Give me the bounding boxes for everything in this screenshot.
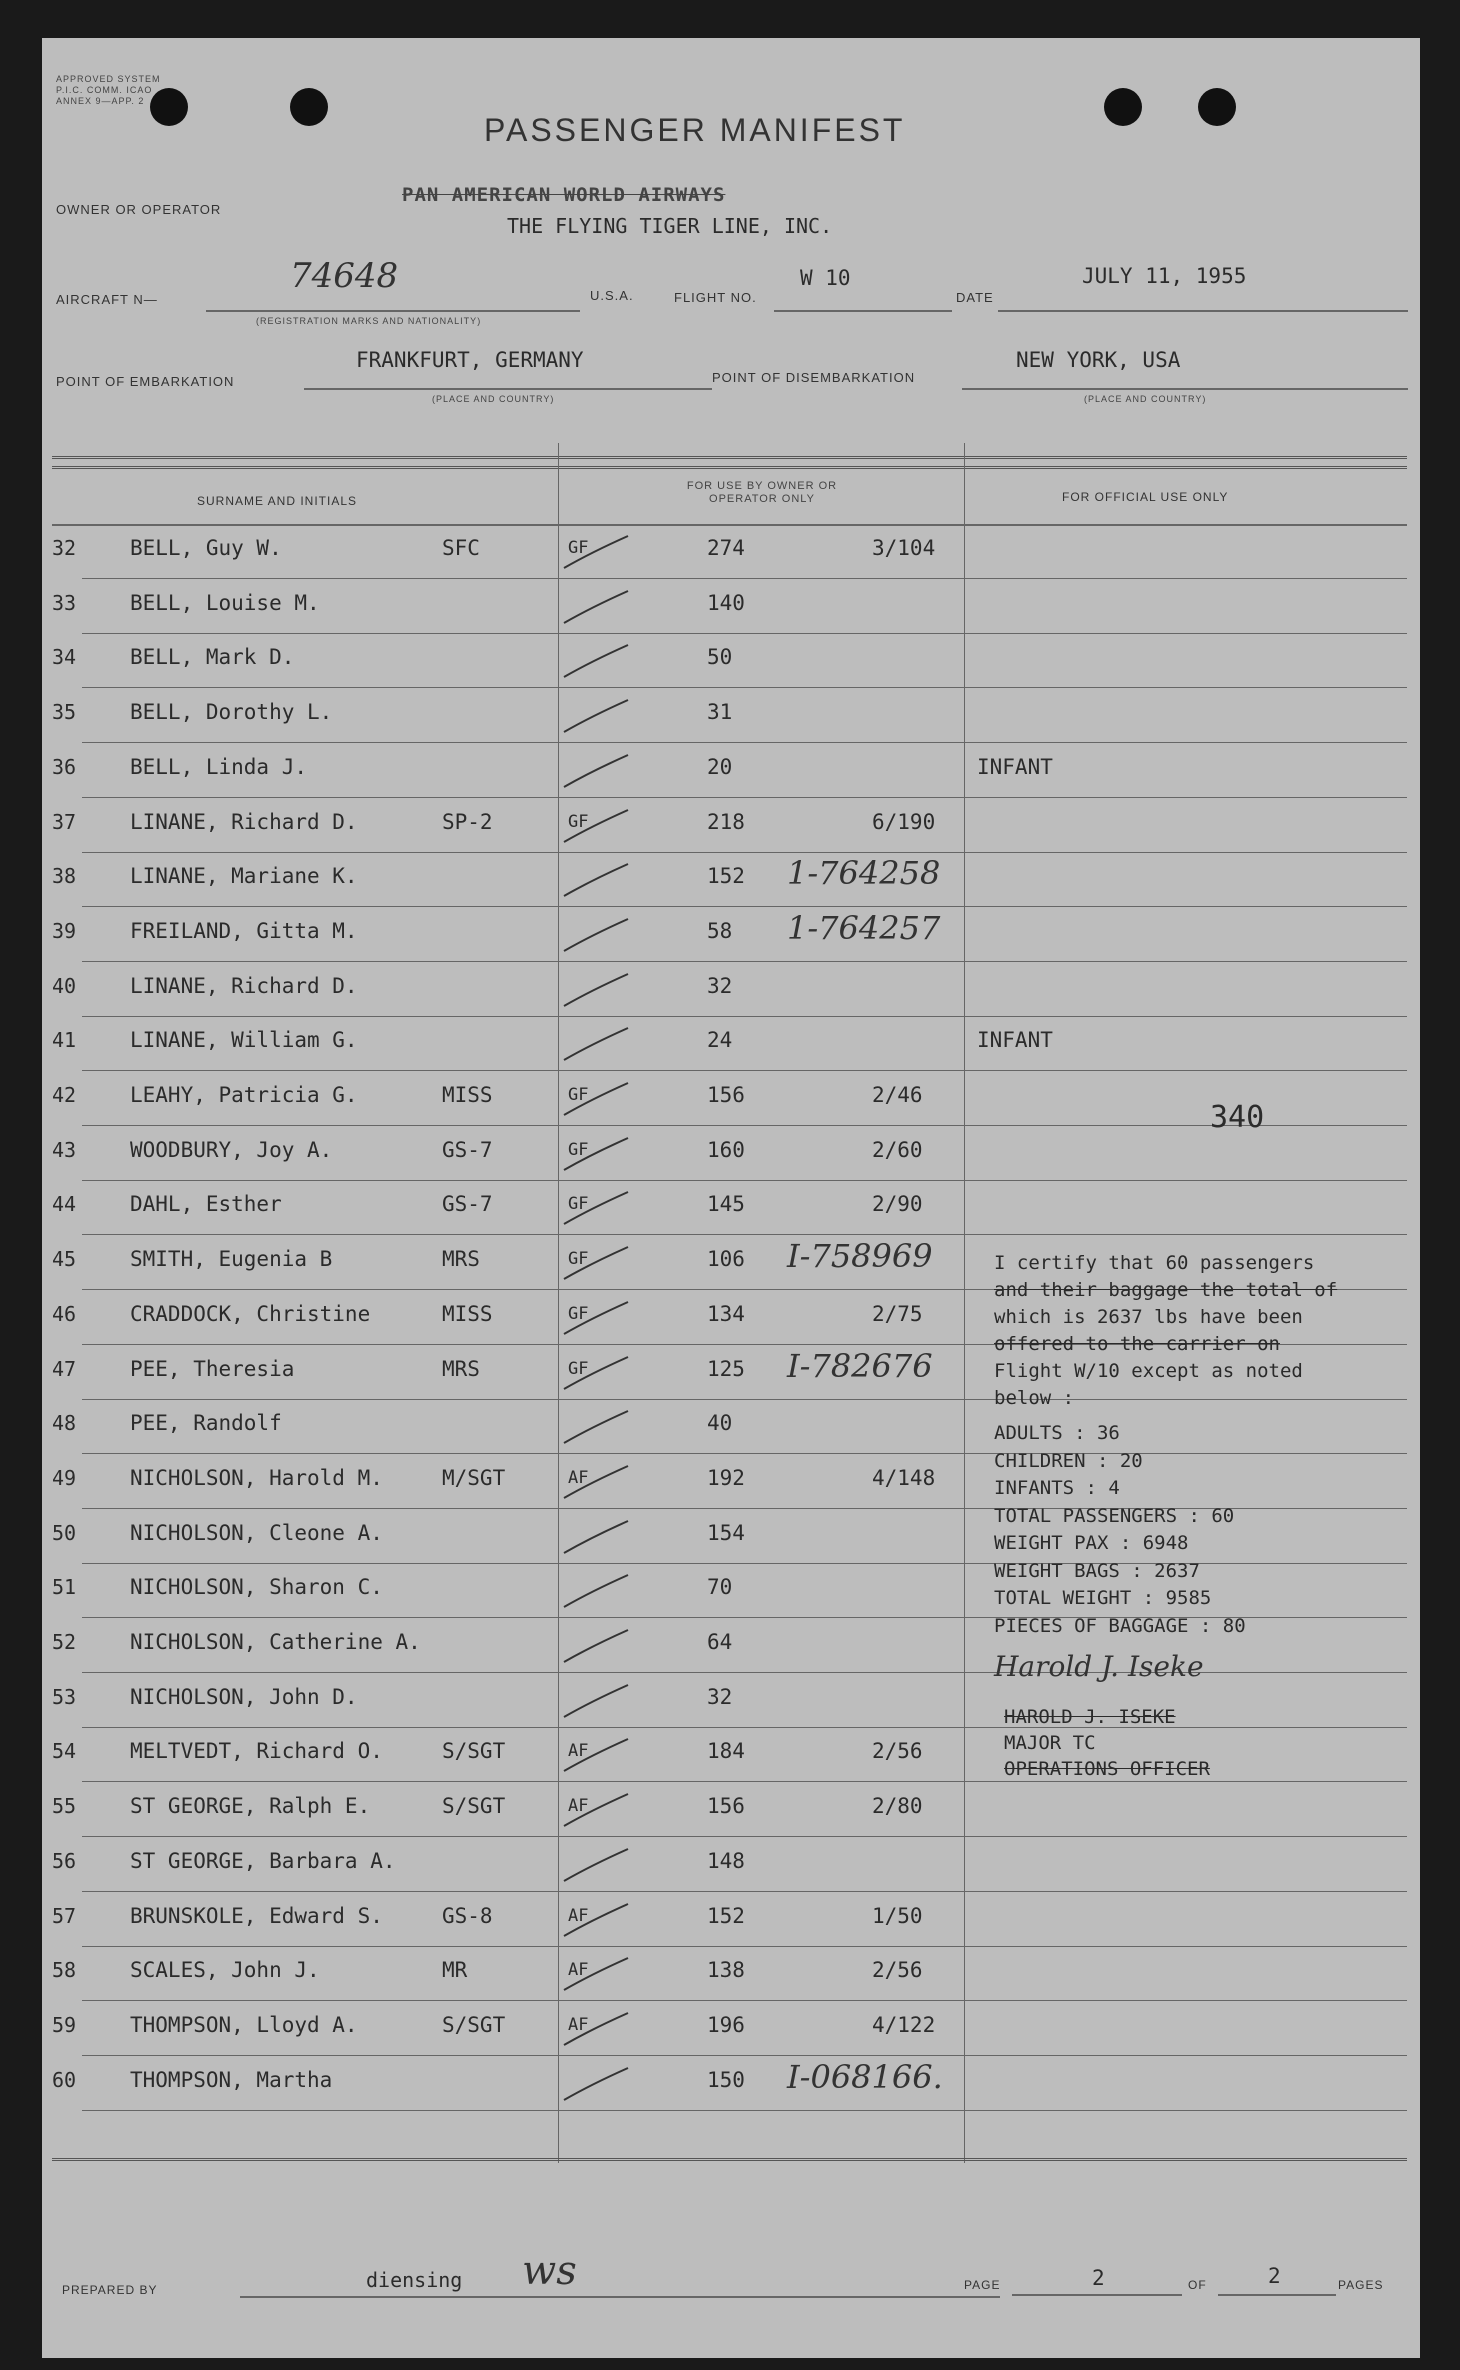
page-total: 2: [1268, 2264, 1281, 2288]
table-row: [52, 1782, 1407, 1837]
check-mark: [562, 641, 632, 681]
passenger-rank: MISS: [442, 1083, 493, 1107]
passenger-name: NICHOLSON, Catherine A.: [130, 1630, 421, 1654]
passenger-name: THOMPSON, Lloyd A.: [130, 2012, 358, 2037]
passenger-name: BELL, Linda J.: [130, 754, 308, 779]
passenger-name: PEE, Theresia: [130, 1356, 295, 1381]
signer-title: OPERATIONS OFFICER: [1004, 1758, 1210, 1780]
passenger-name: LINANE, William G.: [130, 1028, 358, 1053]
passenger-weight: 184: [707, 1739, 745, 1764]
certification-line: which is 2637 lbs have been: [994, 1306, 1303, 1328]
passenger-rank: MISS: [442, 1301, 493, 1326]
passenger-name: LEAHY, Patricia G.: [130, 1083, 358, 1107]
passenger-rank: GS-7: [442, 1192, 493, 1217]
row-number: 32: [52, 536, 77, 560]
row-number: 35: [52, 700, 77, 725]
passenger-weight: 106: [707, 1247, 745, 1272]
official-use-header: FOR OFFICIAL USE ONLY: [1062, 490, 1229, 504]
payment-code: AF: [568, 1960, 589, 1981]
flight-number: W 10: [800, 266, 851, 290]
passenger-weight: 31: [707, 700, 733, 725]
table-row: [52, 1071, 1407, 1126]
table-row: [52, 1180, 1407, 1235]
table-row: [52, 1892, 1407, 1947]
signer-rank: MAJOR TC: [1004, 1732, 1096, 1754]
page-number: 2: [1092, 2266, 1105, 2290]
certification-line: Flight W/10 except as noted: [994, 1360, 1303, 1382]
handwritten-ticket-number: I-068166.: [787, 2057, 943, 2096]
punch-hole: [1198, 88, 1236, 126]
punch-hole: [1104, 88, 1142, 126]
passenger-rank: GS-7: [442, 1137, 493, 1162]
row-number: 40: [52, 973, 77, 998]
passenger-weight: 58: [707, 918, 733, 943]
baggage-count: 1/50: [872, 1903, 923, 1928]
row-number: 47: [52, 1356, 77, 1381]
flight-date: JULY 11, 1955: [1082, 264, 1247, 288]
official-figure: 340: [1210, 1100, 1265, 1135]
passenger-name: LINANE, Richard D.: [130, 809, 358, 834]
passenger-name: NICHOLSON, Sharon C.: [130, 1575, 383, 1600]
row-number: 38: [52, 864, 77, 889]
row-number: 42: [52, 1083, 77, 1107]
passenger-weight: 140: [707, 590, 745, 615]
table-row: [52, 852, 1407, 907]
check-mark: [562, 1626, 632, 1666]
check-mark: [562, 970, 632, 1010]
passenger-weight: 138: [707, 1958, 745, 1983]
passenger-rank: S/SGT: [442, 1739, 506, 1764]
place-caption: (PLACE AND COUNTRY): [1084, 394, 1207, 404]
owner-use-header: FOR USE BY OWNER OR OPERATOR ONLY: [686, 480, 838, 505]
check-mark: [562, 1407, 632, 1447]
manifest-total: PIECES OF BAGGAGE : 80: [994, 1614, 1246, 1637]
place-caption: (PLACE AND COUNTRY): [432, 394, 555, 404]
handwritten-ticket-number: I-758969: [787, 1237, 933, 1276]
passenger-rank: M/SGT: [442, 1465, 506, 1490]
check-mark: [562, 1681, 632, 1721]
table-row: [52, 798, 1407, 853]
manifest-total: INFANTS : 4: [994, 1477, 1120, 1499]
passenger-weight: 50: [707, 645, 733, 670]
passenger-name: NICHOLSON, Cleone A.: [130, 1520, 383, 1545]
passenger-name: ST GEORGE, Barbara A.: [130, 1848, 396, 1873]
row-number: 51: [52, 1575, 77, 1600]
check-mark: [562, 1024, 632, 1064]
passenger-weight: 156: [707, 1794, 745, 1819]
passenger-weight: 148: [707, 1848, 745, 1873]
manifest-sheet: [42, 38, 1420, 2358]
payment-code: AF: [568, 2014, 589, 2035]
row-number: 36: [52, 754, 77, 779]
aircraft-number: 74648: [290, 256, 399, 296]
manifest-total: CHILDREN : 20: [994, 1449, 1143, 1472]
passenger-weight: 218: [707, 809, 745, 834]
row-number: 56: [52, 1848, 77, 1873]
manifest-total: TOTAL WEIGHT : 9585: [994, 1587, 1212, 1609]
prepared-by: diensing: [366, 2268, 463, 2292]
row-number: 33: [52, 590, 77, 615]
certification-line: and their baggage the total of: [994, 1279, 1338, 1301]
passenger-weight: 154: [707, 1520, 745, 1545]
row-number: 58: [52, 1958, 77, 1983]
baggage-count: 2/80: [872, 1794, 923, 1819]
table-row: [52, 1837, 1407, 1892]
disembark-place: NEW YORK, USA: [1016, 348, 1181, 372]
passenger-weight: 32: [707, 973, 733, 998]
passenger-name: WOODBURY, Joy A.: [130, 1137, 333, 1162]
baggage-count: 2/46: [872, 1083, 923, 1107]
payment-code: GF: [568, 538, 589, 558]
certification-line: I certify that 60 passengers: [994, 1252, 1315, 1274]
passenger-name: LINANE, Richard D.: [130, 973, 358, 998]
table-row: [52, 2001, 1407, 2056]
passenger-weight: 160: [707, 1137, 745, 1162]
surname-header: SURNAME AND INITIALS: [197, 494, 358, 508]
passenger-weight: 40: [707, 1411, 733, 1436]
passenger-name: DAHL, Esther: [130, 1192, 282, 1217]
pages-label: PAGES: [1338, 2278, 1384, 2292]
manifest-total: WEIGHT PAX : 6948: [994, 1532, 1189, 1554]
passenger-name: BELL, Guy W.: [130, 536, 282, 560]
row-number: 37: [52, 809, 77, 834]
row-number: 41: [52, 1028, 77, 1053]
aircraft-label: AIRCRAFT N—: [56, 292, 158, 307]
passenger-weight: 274: [707, 536, 745, 560]
row-number: 45: [52, 1247, 77, 1272]
payment-code: GF: [568, 1303, 589, 1324]
passenger-weight: 134: [707, 1301, 745, 1326]
payment-code: AF: [568, 1467, 589, 1488]
passenger-weight: 152: [707, 1903, 745, 1928]
baggage-count: 6/190: [872, 809, 936, 834]
punch-hole: [290, 88, 328, 126]
payment-code: GF: [568, 1358, 589, 1379]
row-number: 54: [52, 1739, 77, 1764]
flight-label: FLIGHT NO.: [674, 290, 757, 305]
passenger-weight: 32: [707, 1684, 733, 1709]
passenger-weight: 70: [707, 1575, 733, 1600]
passenger-weight: 145: [707, 1192, 745, 1217]
check-mark: [562, 587, 632, 627]
row-number: 52: [52, 1630, 77, 1654]
check-mark: [562, 2064, 632, 2104]
passenger-name: LINANE, Mariane K.: [130, 864, 358, 889]
row-number: 60: [52, 2067, 77, 2092]
passenger-name: ST GEORGE, Ralph E.: [130, 1794, 371, 1819]
approval-note: APPROVED SYSTEM P.I.C. COMM. ICAO ANNEX 9—APP. 2: [56, 74, 161, 106]
baggage-count: 2/75: [872, 1301, 923, 1326]
passenger-rank: GS-8: [442, 1903, 493, 1928]
passenger-weight: 20: [707, 754, 733, 779]
passenger-name: SMITH, Eugenia B: [130, 1247, 333, 1272]
passenger-name: NICHOLSON, Harold M.: [130, 1465, 383, 1490]
check-mark: [562, 1517, 632, 1557]
baggage-count: 3/104: [872, 536, 936, 560]
signer-name: HAROLD J. ISEKE: [1004, 1706, 1176, 1728]
row-number: 59: [52, 2012, 77, 2037]
table-row: [52, 633, 1407, 688]
passenger-weight: 192: [707, 1465, 745, 1490]
payment-code: GF: [568, 1194, 589, 1215]
baggage-count: 2/56: [872, 1739, 923, 1764]
row-number: 53: [52, 1684, 77, 1709]
passenger-name: THOMPSON, Martha: [130, 2067, 333, 2092]
passenger-weight: 150: [707, 2067, 745, 2092]
check-mark: [562, 751, 632, 791]
table-row: [52, 962, 1407, 1017]
handwritten-ticket-number: 1-764257: [787, 908, 941, 947]
table-row: [52, 1946, 1407, 2001]
passenger-rank: MRS: [442, 1247, 480, 1272]
certification-line: below :: [994, 1387, 1075, 1409]
table-row: [52, 1399, 1407, 1454]
certification-line: offered to the carrier on: [994, 1333, 1280, 1355]
payment-code: GF: [568, 1249, 589, 1270]
payment-code: GF: [568, 811, 589, 832]
handwritten-ticket-number: I-782676: [787, 1346, 933, 1385]
row-number: 46: [52, 1301, 77, 1326]
passenger-rank: S/SGT: [442, 2012, 506, 2037]
owner-name: THE FLYING TIGER LINE, INC.: [507, 214, 833, 238]
table-row: [52, 743, 1407, 798]
page-label: PAGE: [964, 2278, 1001, 2292]
payment-code: AF: [568, 1741, 589, 1762]
passenger-weight: 125: [707, 1356, 745, 1381]
row-number: 57: [52, 1903, 77, 1928]
table-row: [52, 524, 1407, 579]
passenger-name: SCALES, John J.: [130, 1958, 320, 1983]
passenger-rank: SFC: [442, 536, 480, 560]
check-mark: [562, 915, 632, 955]
check-mark: [562, 1845, 632, 1885]
usa-label: U.S.A.: [590, 288, 634, 303]
manifest-total: TOTAL PASSENGERS : 60: [994, 1504, 1235, 1527]
baggage-count: 2/60: [872, 1137, 923, 1162]
check-mark: [562, 1571, 632, 1611]
payment-code: AF: [568, 1796, 589, 1817]
table-row: [52, 1454, 1407, 1509]
passenger-name: BELL, Dorothy L.: [130, 700, 333, 725]
table-row: [52, 907, 1407, 962]
passenger-name: BRUNSKOLE, Edward S.: [130, 1903, 383, 1928]
handwritten-ticket-number: 1-764258: [787, 854, 941, 893]
official-remark: INFANT: [977, 754, 1053, 779]
passenger-name: CRADDOCK, Christine: [130, 1301, 371, 1326]
embark-place: FRANKFURT, GERMANY: [356, 348, 584, 372]
row-number: 48: [52, 1411, 77, 1436]
owner-struck: PAN AMERICAN WORLD AIRWAYS: [402, 184, 726, 206]
payment-code: GF: [568, 1085, 589, 1105]
of-label: OF: [1188, 2278, 1207, 2292]
row-number: 43: [52, 1137, 77, 1162]
row-number: 50: [52, 1520, 77, 1545]
row-number: 55: [52, 1794, 77, 1819]
manifest-total: ADULTS : 36: [994, 1422, 1120, 1444]
date-label: DATE: [956, 290, 994, 305]
passenger-weight: 24: [707, 1028, 733, 1053]
passenger-name: PEE, Randolf: [130, 1411, 282, 1436]
officer-signature: Harold J. Iseke: [994, 1650, 1204, 1683]
manifest-total: WEIGHT BAGS : 2637: [994, 1559, 1200, 1582]
table-row: [52, 1016, 1407, 1071]
row-number: 39: [52, 918, 77, 943]
passenger-name: FREILAND, Gitta M.: [130, 918, 358, 943]
passenger-name: BELL, Louise M.: [130, 590, 320, 615]
row-number: 49: [52, 1465, 77, 1490]
baggage-count: 2/56: [872, 1958, 923, 1983]
registration-caption: (REGISTRATION MARKS AND NATIONALITY): [256, 316, 482, 326]
table-row: [52, 579, 1407, 634]
baggage-count: 4/148: [872, 1465, 936, 1490]
table-row: [52, 1126, 1407, 1181]
table-row: [52, 2056, 1407, 2111]
check-mark: [562, 696, 632, 736]
passenger-rank: MRS: [442, 1356, 480, 1381]
passenger-name: NICHOLSON, John D.: [130, 1684, 358, 1709]
passenger-name: BELL, Mark D.: [130, 645, 295, 670]
passenger-rank: SP-2: [442, 809, 493, 834]
baggage-count: 4/122: [872, 2012, 936, 2037]
disembark-label: POINT OF DISEMBARKATION: [712, 370, 916, 385]
prepared-label: PREPARED BY: [62, 2283, 158, 2297]
row-number: 34: [52, 645, 77, 670]
embark-label: POINT OF EMBARKATION: [56, 374, 235, 389]
passenger-rank: S/SGT: [442, 1794, 506, 1819]
passenger-name: MELTVEDT, Richard O.: [130, 1739, 383, 1764]
table-row: [52, 688, 1407, 743]
passenger-weight: 64: [707, 1630, 733, 1654]
check-mark: [562, 860, 632, 900]
passenger-weight: 152: [707, 864, 745, 889]
baggage-count: 2/90: [872, 1192, 923, 1217]
passenger-rank: MR: [442, 1958, 468, 1983]
form-title: PASSENGER MANIFEST: [484, 112, 906, 148]
owner-label: OWNER OR OPERATOR: [56, 202, 222, 217]
passenger-weight: 156: [707, 1083, 745, 1107]
row-number: 44: [52, 1192, 77, 1217]
preparer-initials: ws: [522, 2248, 577, 2294]
payment-code: AF: [568, 1905, 589, 1926]
payment-code: GF: [568, 1139, 589, 1160]
official-remark: INFANT: [977, 1028, 1053, 1053]
passenger-weight: 196: [707, 2012, 745, 2037]
